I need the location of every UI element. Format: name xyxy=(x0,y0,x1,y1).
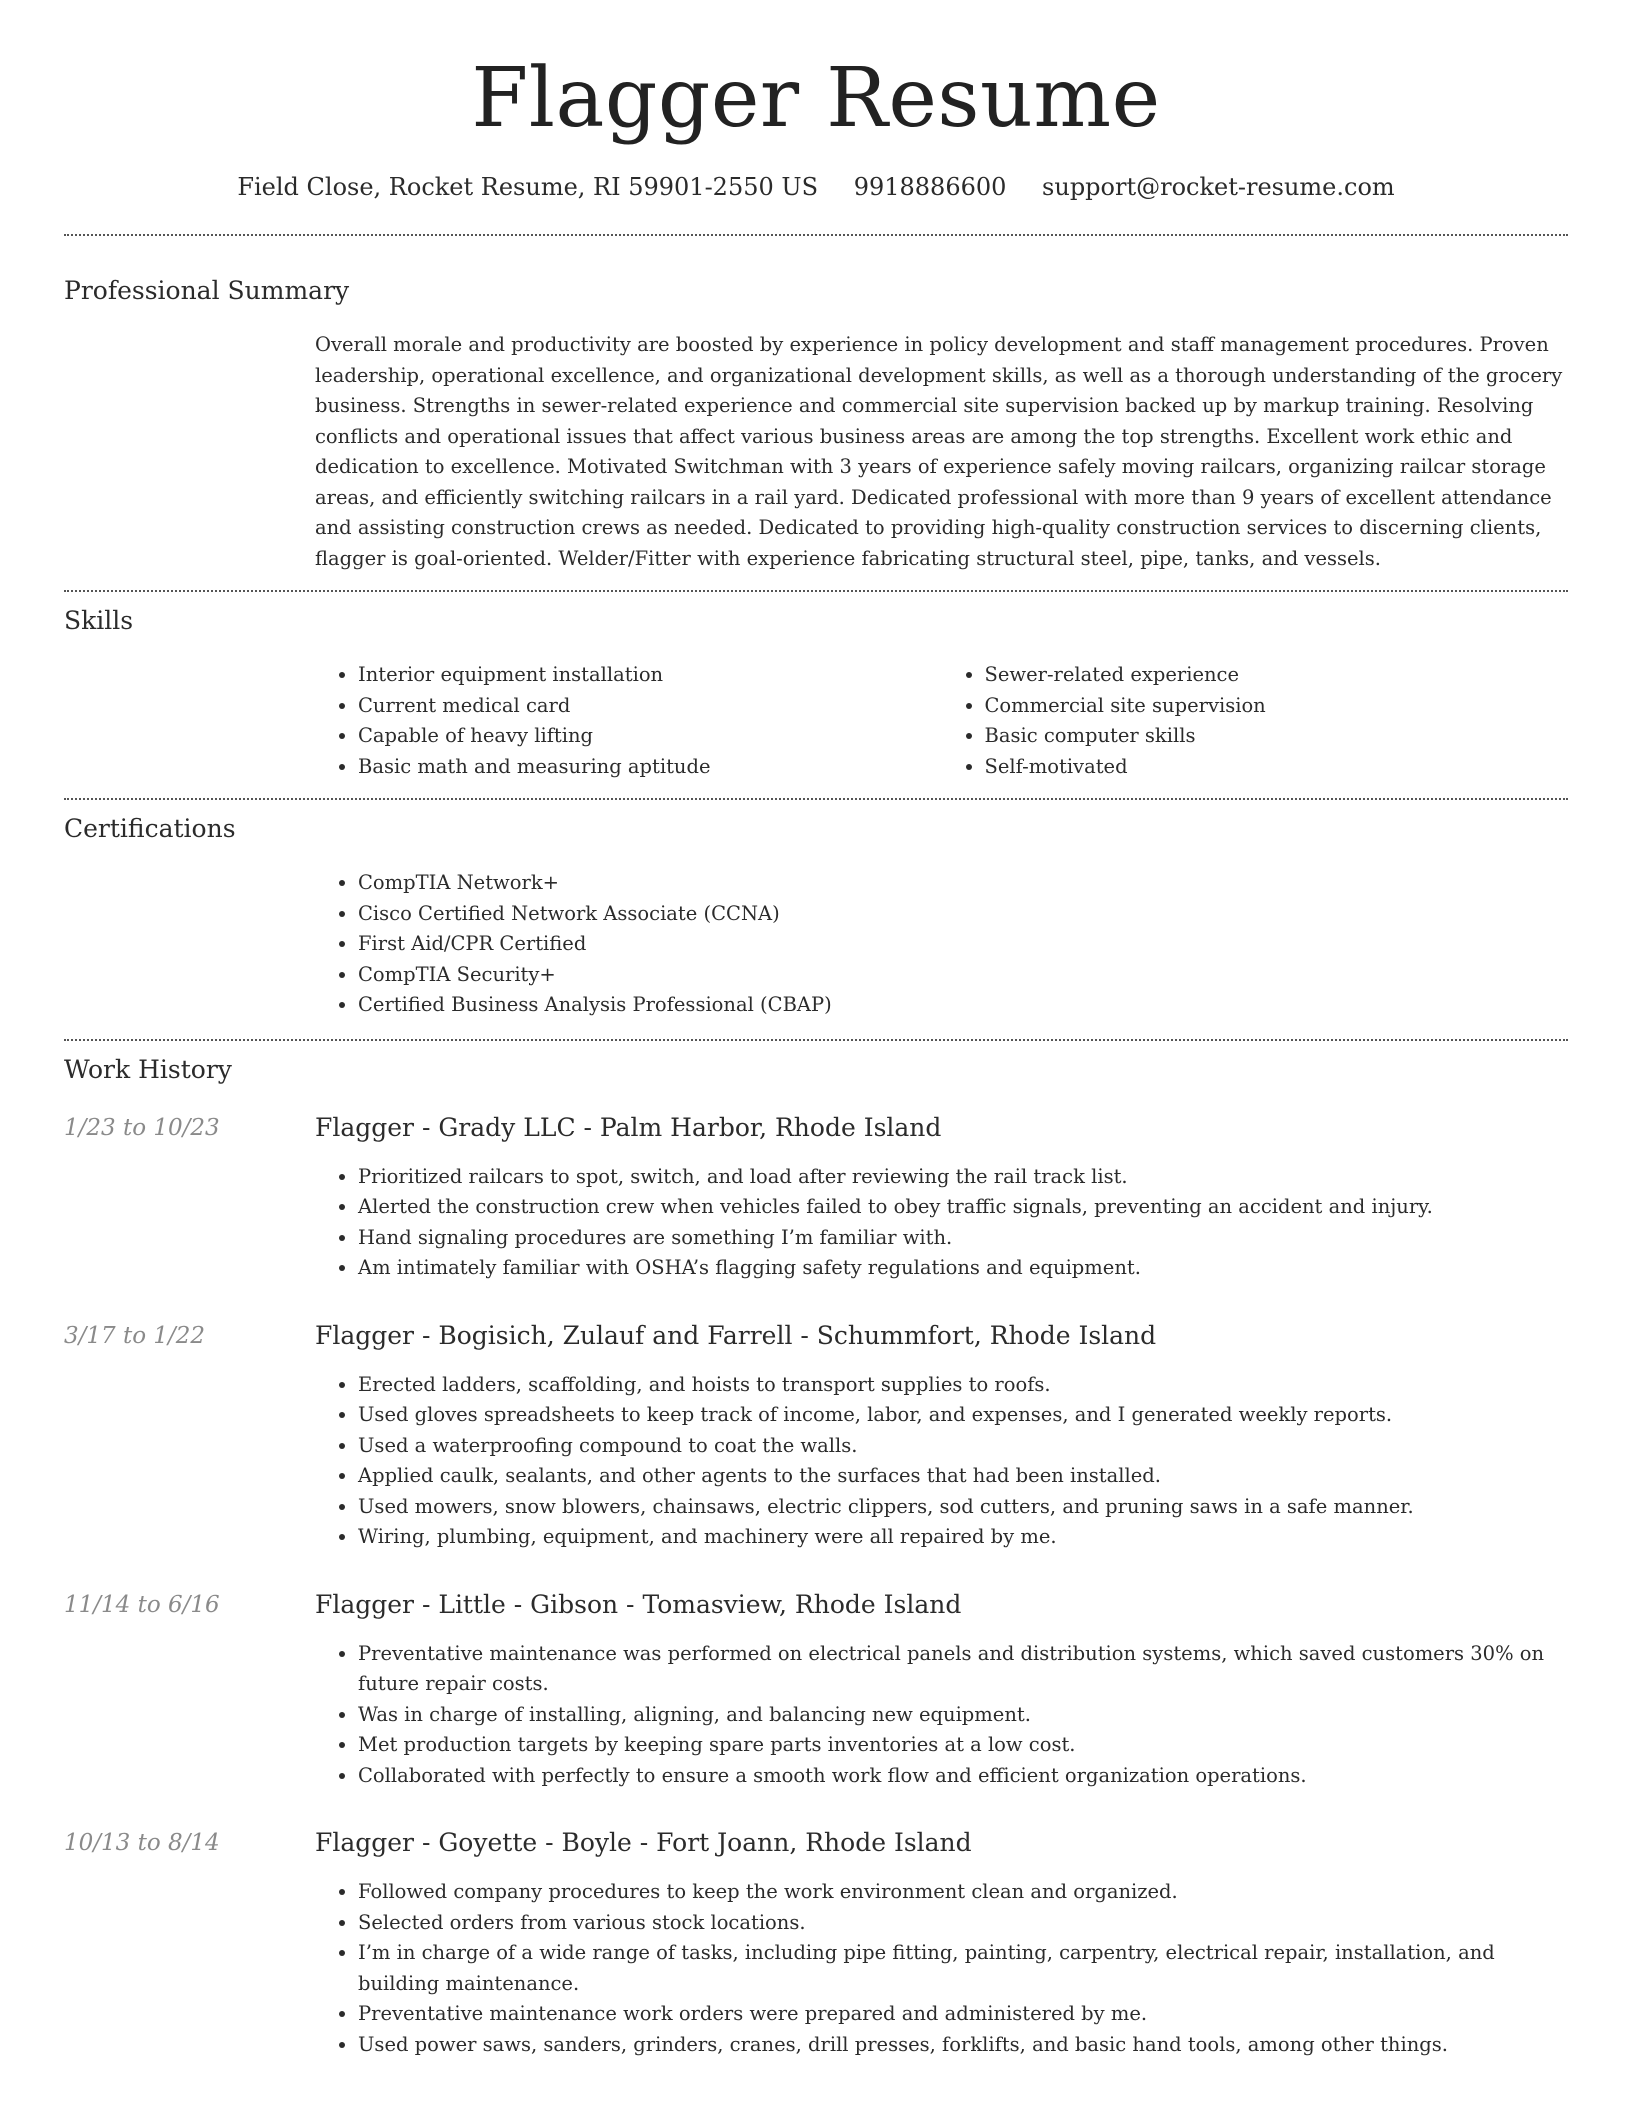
job-title: Flagger - Grady LLC - Palm Harbor, Rhode Island xyxy=(315,1112,942,1142)
list-item: • CompTIA Security+ xyxy=(358,960,1568,991)
list-item: • Capable of heavy lifting xyxy=(358,721,942,752)
job-dates: 1/23 to 10/23 xyxy=(64,1114,220,1141)
summary-heading: Professional Summary xyxy=(64,276,350,305)
list-item: • Used a waterproofing compound to coat the walls. xyxy=(358,1431,1568,1462)
job-title: Flagger - Bogisich, Zulauf and Farrell - Schummfort, Rhode Island xyxy=(315,1320,1157,1350)
list-item: • Used gloves spreadsheets to keep track of income, labor, and expenses, and I generated weekly reports. xyxy=(358,1400,1568,1431)
certifications-section xyxy=(64,800,1568,1021)
job-bullets xyxy=(315,1639,1568,1792)
list-item: • Erected ladders, scaffolding, and hoists to transport supplies to roofs. xyxy=(358,1370,1568,1401)
resume-page xyxy=(64,0,1568,2060)
list-item: • Used power saws, sanders, grinders, cranes, drill presses, forklifts, and basic hand tools, among other things. xyxy=(358,2030,1568,2061)
list-item: • Was in charge of installing, aligning, and balancing new equipment. xyxy=(358,1700,1568,1731)
summary-section xyxy=(64,236,1568,574)
list-item: • Alerted the construction crew when vehicles failed to obey traffic signals, preventing an accident and injury. xyxy=(358,1192,1568,1223)
certifications-heading: Certifications xyxy=(64,814,236,843)
list-item: • Certified Business Analysis Professional (CBAP) xyxy=(358,990,1568,1021)
certifications-list xyxy=(315,868,1568,1021)
job-entry xyxy=(64,1321,1568,1553)
job-dates: 10/13 to 8/14 xyxy=(64,1830,220,1856)
list-item: • Current medical card xyxy=(358,691,942,722)
list-item: • Collaborated with perfectly to ensure a smooth work flow and efficient organization operations. xyxy=(358,1761,1568,1792)
resume-title: Flagger Resume xyxy=(471,51,1161,146)
list-item: • Am intimately familiar with OSHA’s flagging safety regulations and equipment. xyxy=(358,1253,1568,1284)
contact-address: Field Close, Rocket Resume, RI 59901-2550 US xyxy=(237,173,819,201)
job-bullets xyxy=(315,1877,1568,2060)
list-item: • Wiring, plumbing, equipment, and machinery were all repaired by me. xyxy=(358,1522,1568,1553)
contact-email: support@rocket-resume.com xyxy=(1042,173,1395,201)
job-title: Flagger - Goyette - Boyle - Fort Joann, Rhode Island xyxy=(315,1828,972,1857)
job-entry xyxy=(64,1828,1568,2060)
skills-column-right xyxy=(942,660,1569,782)
skills-section xyxy=(64,592,1568,782)
job-dates: 3/17 to 1/22 xyxy=(64,1322,206,1349)
list-item: • Selected orders from various stock locations. xyxy=(358,1908,1568,1939)
skills-heading: Skills xyxy=(64,606,134,635)
list-item: • Met production targets by keeping spare parts inventories at a low cost. xyxy=(358,1730,1568,1761)
summary-text: Overall morale and productivity are boosted by experience in policy development and staff management procedures. Proven leadership, operational excellence, and organizational development skills, as well as a thorough understanding of the grocery business. Strengths in sewer-related experience and commercial site supervision backed up by markup training. Resolving conflicts and operational issues that affect various business areas are among the top strengths. Excellent work ethic and dedication to excellence. Motivated Switchman with 3 years of experience safely moving railcars, organizing railcar storage areas, and efficiently switching railcars in a rail yard. Dedicated professional with more than 9 years of excellent attendance and assisting construction crews as needed. Dedicated to providing high-quality construction services to discerning clients, flagger is goal-oriented. Welder/Fitter with experience fabricating structural steel, pipe, tanks, and vessels. xyxy=(315,333,1563,570)
list-item: • Used mowers, snow blowers, chainsaws, electric clippers, sod cutters, and pruning saws in a safe manner. xyxy=(358,1492,1568,1523)
job-bullets xyxy=(315,1370,1568,1553)
job-entry xyxy=(64,1113,1568,1284)
work-history-heading: Work History xyxy=(64,1054,232,1084)
list-item: • Sewer-related experience xyxy=(985,660,1569,691)
contact-line xyxy=(64,172,1568,202)
skills-column-left xyxy=(315,660,942,782)
list-item: • Commercial site supervision xyxy=(985,691,1569,722)
list-item: • Cisco Certified Network Associate (CCNA) xyxy=(358,899,1568,930)
list-item: • Interior equipment installation xyxy=(358,660,942,691)
list-item: • Preventative maintenance work orders were prepared and administered by me. xyxy=(358,1999,1568,2030)
list-item: • Applied caulk, sealants, and other agents to the surfaces that had been installed. xyxy=(358,1461,1568,1492)
list-item: • Prioritized railcars to spot, switch, and load after reviewing the rail track list. xyxy=(358,1162,1568,1193)
list-item: • Basic computer skills xyxy=(985,721,1569,752)
job-dates: 11/14 to 6/16 xyxy=(64,1591,220,1618)
job-title: Flagger - Little - Gibson - Tomasview, Rhode Island xyxy=(315,1589,962,1619)
job-entry xyxy=(64,1590,1568,1792)
contact-phone: 9918886600 xyxy=(853,173,1007,201)
list-item: • Self-motivated xyxy=(985,752,1569,783)
skills-list xyxy=(315,660,1568,782)
summary-body xyxy=(315,330,1568,574)
job-bullets xyxy=(315,1162,1568,1284)
list-item: • First Aid/CPR Certified xyxy=(358,929,1568,960)
list-item: • CompTIA Network+ xyxy=(358,868,1568,899)
work-history-section xyxy=(64,1041,1568,2061)
list-item: • Basic math and measuring aptitude xyxy=(358,752,942,783)
list-item: • I’m in charge of a wide range of tasks, including pipe fitting, painting, carpentry, electrical repair, installation, and building maintenance. xyxy=(358,1938,1568,1999)
list-item: • Hand signaling procedures are something I’m familiar with. xyxy=(358,1223,1568,1254)
list-item: • Preventative maintenance was performed on electrical panels and distribution systems, which saved customers 30% on future repair costs. xyxy=(358,1639,1568,1700)
list-item: • Followed company procedures to keep the work environment clean and organized. xyxy=(358,1877,1568,1908)
